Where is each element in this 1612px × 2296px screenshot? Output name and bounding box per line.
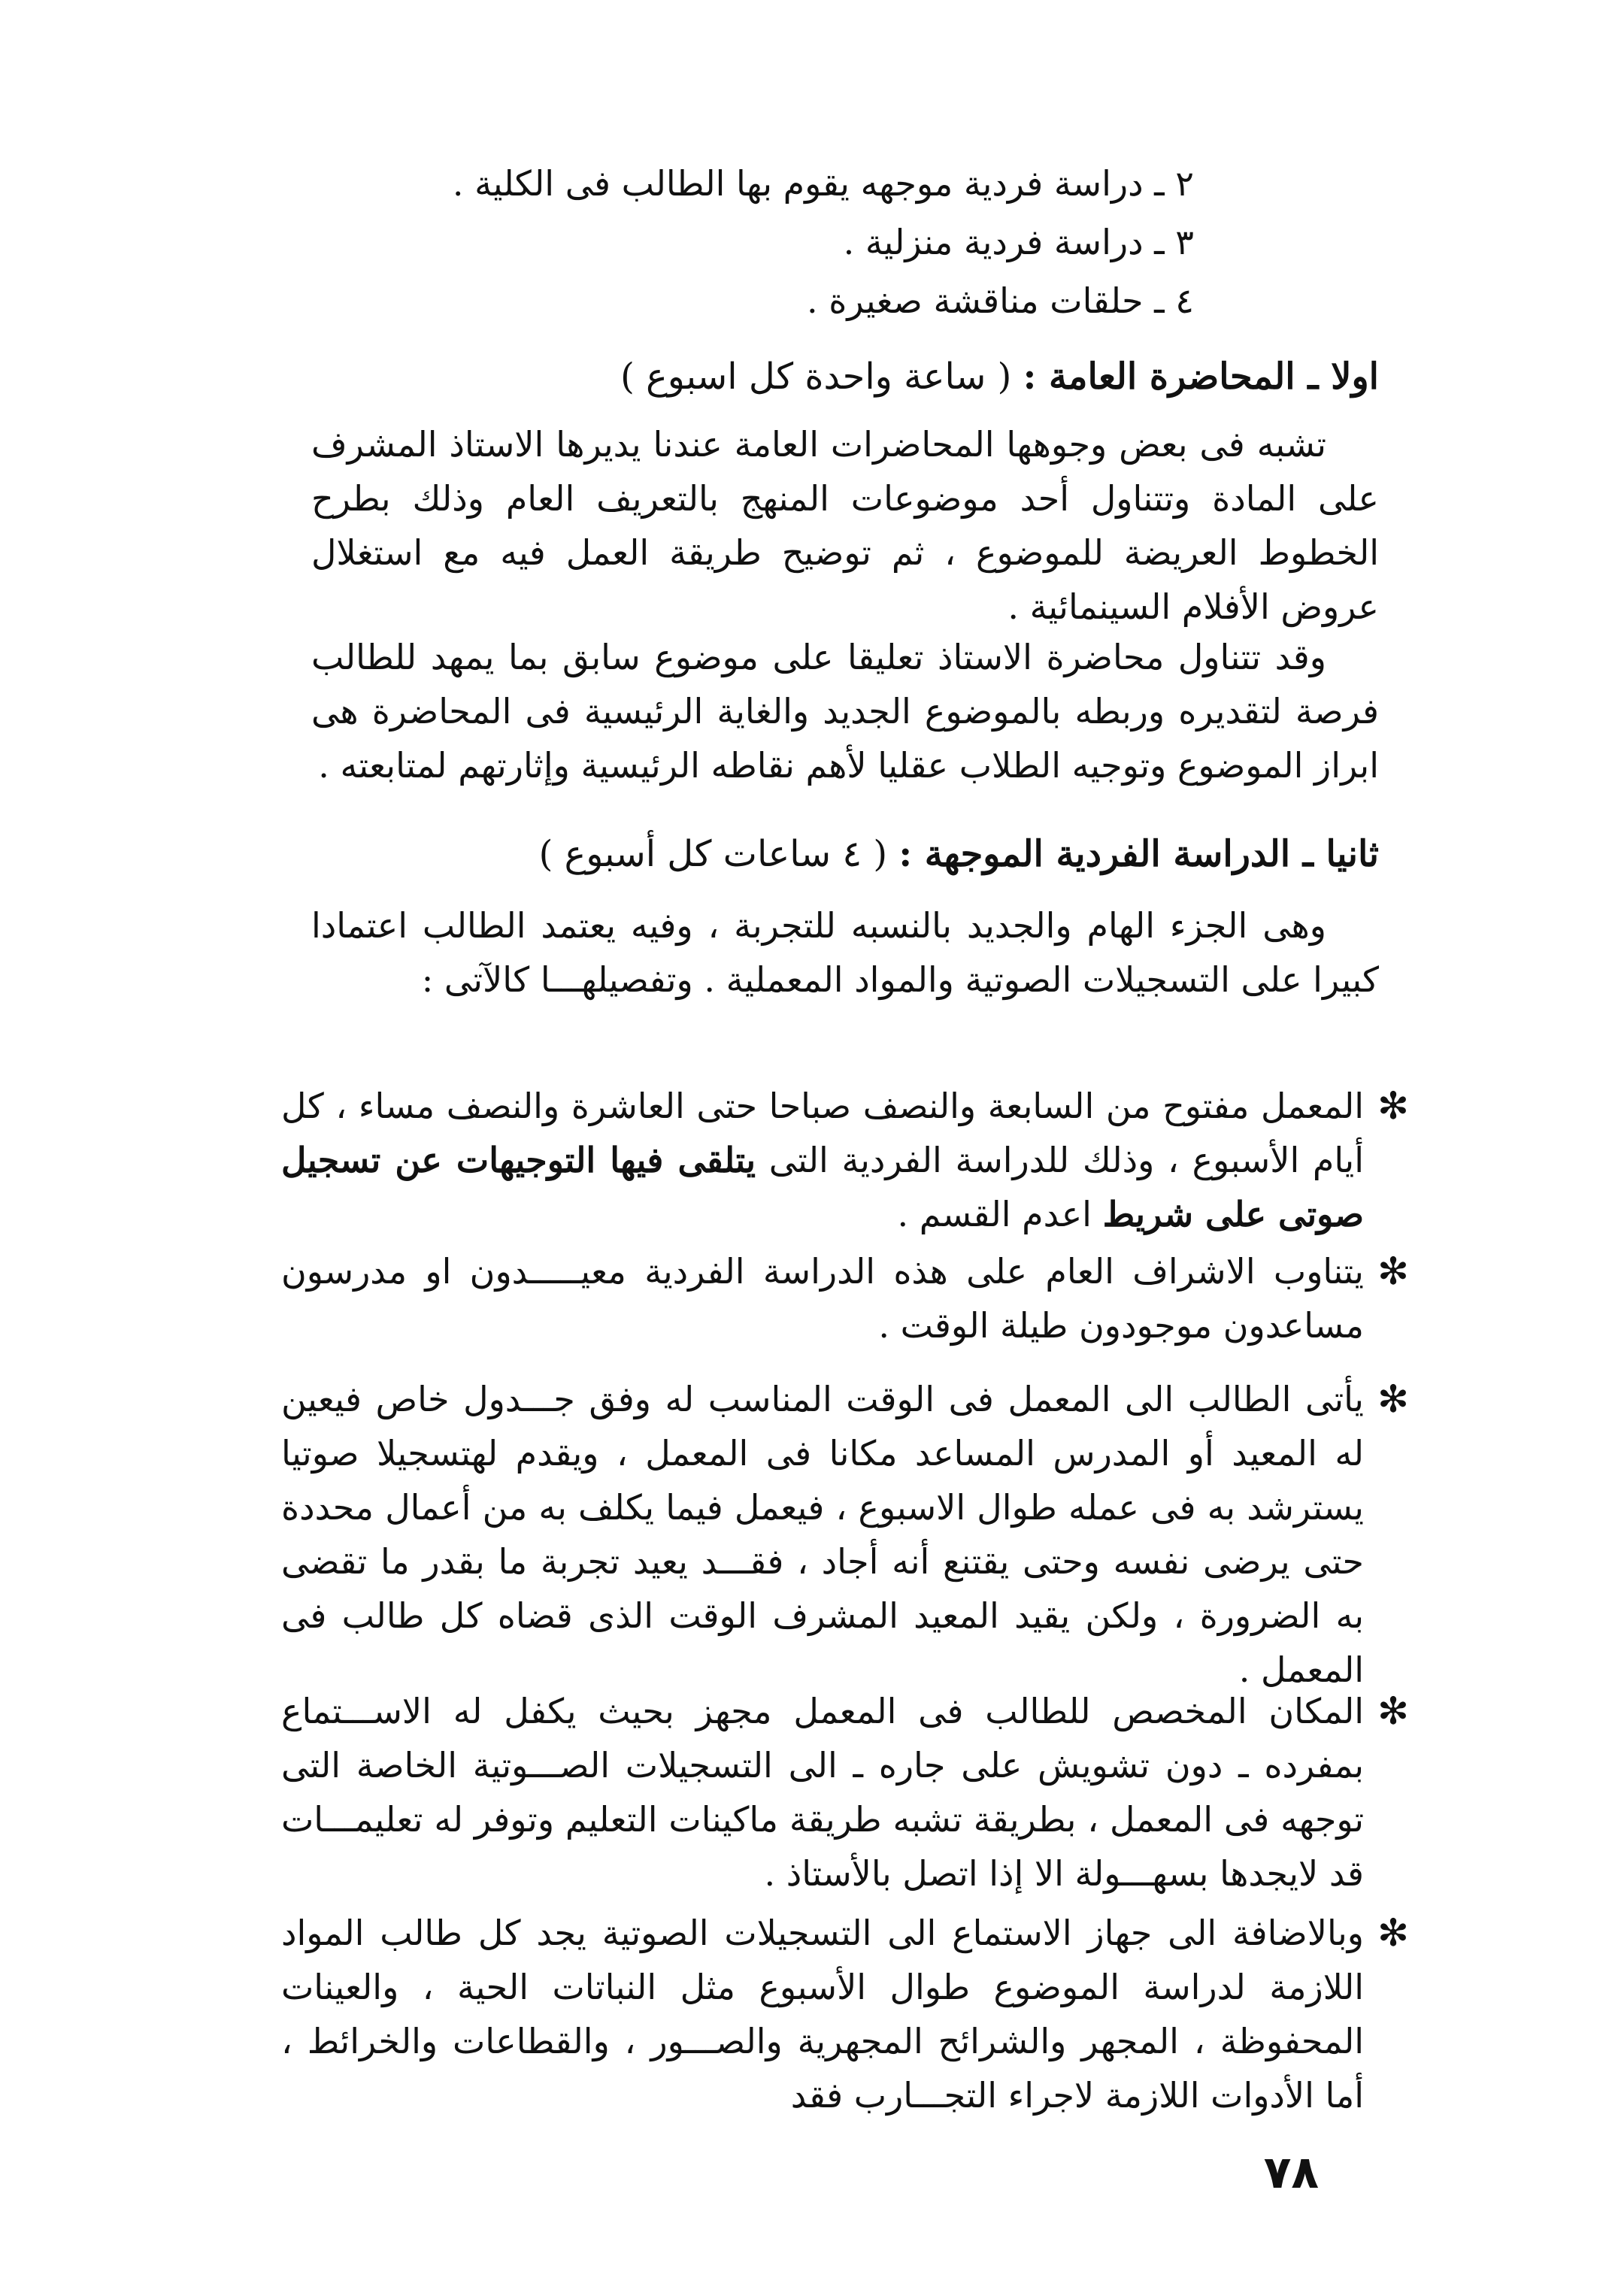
bullet-text-emphasis: يتلقى فيها التوجيهات عن تسجيل صوتى على شريط [281, 1140, 1364, 1234]
section2-paragraph-1: وهى الجزء الهام والجديد بالنسبه للتجربة ، وفيه يعتمد الطالب اعتمادا كبيرا على التسجيلات الصوتية والمواد المعملية . وتفصيلهـــا كالآتى : [311, 905, 1379, 1000]
section2-heading-note: ( ٤ ساعات كل أسبوع ) [538, 833, 888, 875]
section2-heading-title: ثانيا ـ الدراسة الفردية الموجهة : [898, 833, 1379, 875]
list-item: ٢ ـ دراسة فردية موجهه يقوم بها الطالب فى الكلية . [452, 163, 1194, 204]
section1-paragraph-1: تشبه فى بعض وجوهها المحاضرات العامة عندنا يديرها الاستاذ المشرف على المادة وتتناول أحد موضوعات المنهج بالتعريف العام وذلك بطرح الخطوط العريضة للموضوع ، ثم توضيح طريقة العمل فيه مع استغلال عروض الأفلام السينمائية . [311, 424, 1379, 627]
list-item: ٤ ـ حلقات مناقشة صغيرة . [806, 280, 1194, 321]
asterisk-bullet-icon: ✻ [1377, 1249, 1409, 1293]
bullet-item-lab-station [281, 1684, 1409, 1901]
bullet-text: يأتى الطالب الى المعمل فى الوقت المناسب له وفق جـــدول خاص فيعين له المعيد أو المدرس المساعد مكانا فى المعمل ، ويقدم لهتسجيلا صوتيا يسترشد به فى عمله طوال الاسبوع ، فيعمل فيما يكلف به من أعمال محددة حتى يرضى نفسه وحتى يقتنع أنه أجاد ، فقـــد يعيد تجربة ما بقدر ما تقضى به الضرورة ، ولكن يقيد المعيد المشرف الوقت الذى قضاه كل طالب فى المعمل . [281, 1379, 1364, 1690]
numbered-list [292, 154, 1194, 330]
section1-paragraph-2: وقد تتناول محاضرة الاستاذ تعليقا على موضوع سابق بما يمهد للطالب فرصة لتقديره وربطه بالموضوع الجديد والغاية الرئيسية فى المحاضرة هى ابراز الموضوع وتوجيه الطلاب عقليا لأهم نقاطه الرئيسية وإثارتهم لمتابعته . [311, 637, 1379, 786]
bullet-item-materials [281, 1906, 1409, 2122]
asterisk-bullet-icon: ✻ [1377, 1911, 1409, 1955]
bullet-text: اعدم القسم . [897, 1194, 1092, 1234]
bullet-text: المعمل مفتوح من السابعة والنصف صباحا حتى العاشرة والنصف مساء ، كل أيام الأسبوع ، وذلك للدراسة الفردية التى [281, 1086, 1365, 1180]
bullet-text: وبالاضافة الى جهاز الاستماع الى التسجيلات الصوتية يجد كل طالب المواد اللازمة لدراسة الموضوع طوال الأسبوع مثل النباتات الحية ، والعينات المحفوظة ، المجهر والشرائح المجهرية والصـــور ، والقطاعات والخرائط ، أما الأدوات اللازمة لاجراء التجـــارب فقد [281, 1913, 1364, 2116]
section2-heading [311, 827, 1379, 881]
bullet-item-supervision [281, 1244, 1409, 1352]
asterisk-bullet-icon: ✻ [1377, 1084, 1409, 1128]
list-item: ٣ ـ دراسة فردية منزلية . [843, 222, 1194, 262]
section1-heading-title: اولا ـ المحاضرة العامة : [1023, 356, 1379, 398]
page-number: ٧٨ [1263, 2146, 1319, 2199]
asterisk-bullet-icon: ✻ [1377, 1689, 1409, 1733]
asterisk-bullet-icon: ✻ [1377, 1377, 1409, 1421]
section1-heading-note: ( ساعة واحدة كل اسبوع ) [620, 356, 1012, 398]
bullet-text: يتناوب الاشراف العام على هذه الدراسة الفردية معيـــــدون او مدرسون مساعدون موجودون طيلة الوقت . [281, 1251, 1364, 1346]
bullet-item-student-schedule [281, 1372, 1409, 1697]
bullet-item-lab-hours [281, 1079, 1409, 1241]
bullet-text: المكان المخصص للطالب فى المعمل مجهز بحيث يكفل له الاســـتماع بمفرده ـ دون تشويش على جاره ـ الى التسجيلات الصـــوتية الخاصة التى توجهه فى المعمل ، بطريقة تشبه طريقة ماكينات التعليم وتوفر له تعليمـــات قد لايجدها بسهـــولة الا إذا اتصل بالأستاذ . [281, 1691, 1364, 1894]
section1-heading [311, 350, 1379, 404]
